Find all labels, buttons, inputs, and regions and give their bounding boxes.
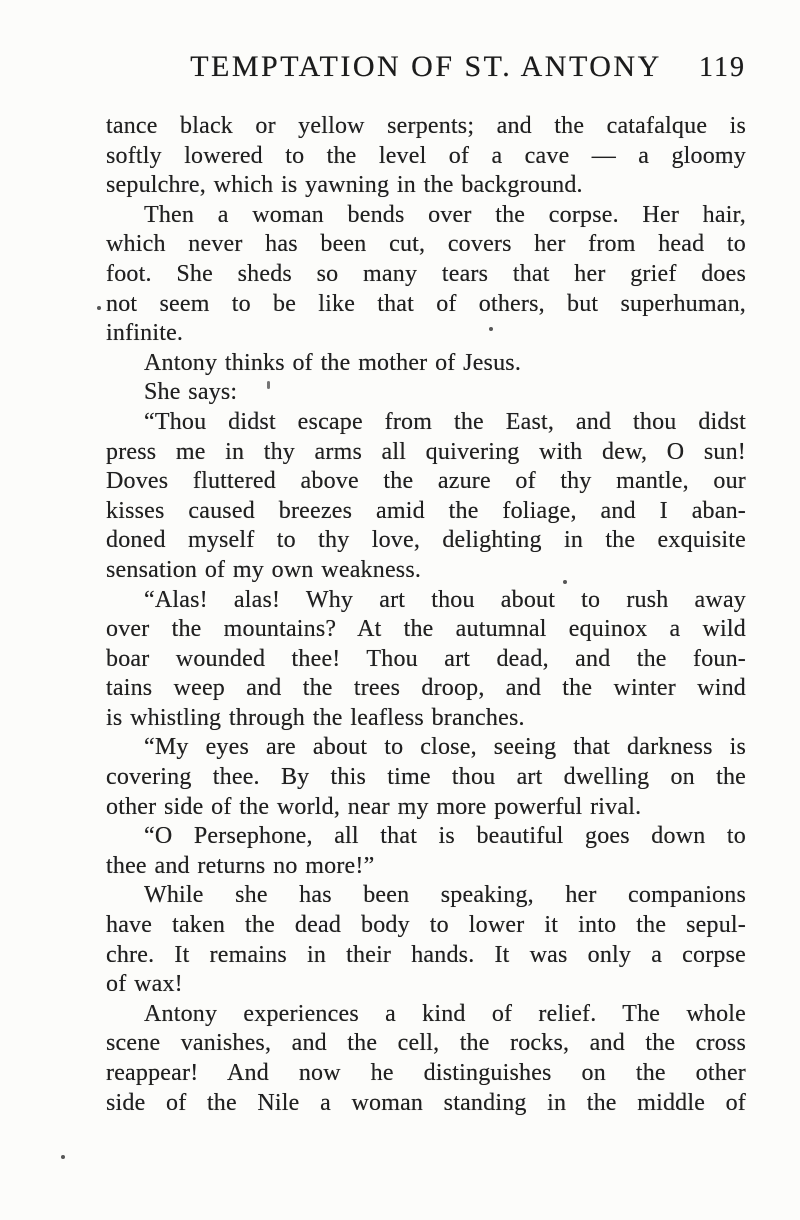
text-line: kisses caused breezes amid the foliage, and I aban- <box>106 497 746 524</box>
text-line: covering thee. By this time thou art dwelling on the <box>106 764 746 791</box>
paragraph <box>106 586 746 734</box>
text-line: Antony thinks of the mother of Jesus. <box>144 349 522 376</box>
paragraph <box>106 1000 746 1118</box>
text-line: sensation of my own weakness. <box>106 556 422 583</box>
text-line: tance black or yellow serpents; and the catafalque is <box>106 113 746 139</box>
text-line: foot. She sheds so many tears that her grief does <box>106 260 746 287</box>
text-line: have taken the dead body to lower it into the sepul- <box>106 912 746 939</box>
page-number: 119 <box>699 52 746 83</box>
text-line: Doves fluttered above the azure of thy mantle, our <box>106 468 746 495</box>
text-line: side of the Nile a woman standing in the middle of <box>106 1089 746 1116</box>
text-line: “Thou didst escape from the East, and thou didst <box>144 408 746 435</box>
text-line: tains weep and the trees droop, and the winter wind <box>106 675 746 702</box>
scan-speck <box>61 1155 65 1159</box>
paragraph <box>106 881 746 999</box>
paragraph <box>106 408 746 586</box>
text-line: is whistling through the leafless branches. <box>106 704 525 731</box>
text-line: She says: <box>144 379 238 406</box>
running-head <box>106 50 746 86</box>
text-line: thee and returns no more!” <box>106 852 375 879</box>
scan-speck <box>97 306 101 310</box>
paragraph <box>106 822 746 881</box>
text-line: “O Persephone, all that is beautiful goes down to <box>144 823 746 850</box>
text-line: While she has been speaking, her companions <box>144 882 746 909</box>
paragraph <box>106 378 746 408</box>
text-line: not seem to be like that of others, but superhuman, <box>106 290 746 317</box>
text-line: sepulchre, which is yawning in the background. <box>106 172 583 199</box>
text-line: other side of the world, near my more powerful rival. <box>106 793 642 820</box>
text-line: doned myself to thy love, delighting in the exquisite <box>106 527 746 554</box>
text-line: Antony experiences a kind of relief. The whole <box>144 1000 746 1027</box>
scan-speck <box>267 381 270 389</box>
text-line: press me in thy arms all quivering with dew, O sun! <box>106 438 746 465</box>
text-line: reappear! And now he distinguishes on the other <box>106 1060 746 1086</box>
text-line: “Alas! alas! Why art thou about to rush away <box>144 586 746 613</box>
scan-speck <box>563 580 567 584</box>
text-line: which never has been cut, covers her from head to <box>106 231 746 258</box>
text-line: scene vanishes, and the cell, the rocks, and the cross <box>106 1030 746 1057</box>
text-line: of wax! <box>106 971 183 998</box>
text-line: softly lowered to the level of a cave — a gloomy <box>106 142 746 169</box>
text-line: Then a woman bends over the corpse. Her hair, <box>144 201 746 228</box>
page-body <box>106 112 746 1118</box>
page-title: TEMPTATION OF ST. ANTONY <box>190 50 662 83</box>
paragraph <box>106 733 746 822</box>
text-line: “My eyes are about to close, seeing that darkness is <box>144 734 746 761</box>
paragraph <box>106 112 746 201</box>
text-line: boar wounded thee! Thou art dead, and the foun- <box>106 645 746 672</box>
text-line: chre. It remains in their hands. It was only a corpse <box>106 941 746 968</box>
text-line: over the mountains? At the autumnal equinox a wild <box>106 616 746 643</box>
paragraph <box>106 349 746 379</box>
scan-speck <box>489 327 493 331</box>
text-line: infinite. <box>106 320 184 347</box>
paragraph <box>106 201 746 349</box>
